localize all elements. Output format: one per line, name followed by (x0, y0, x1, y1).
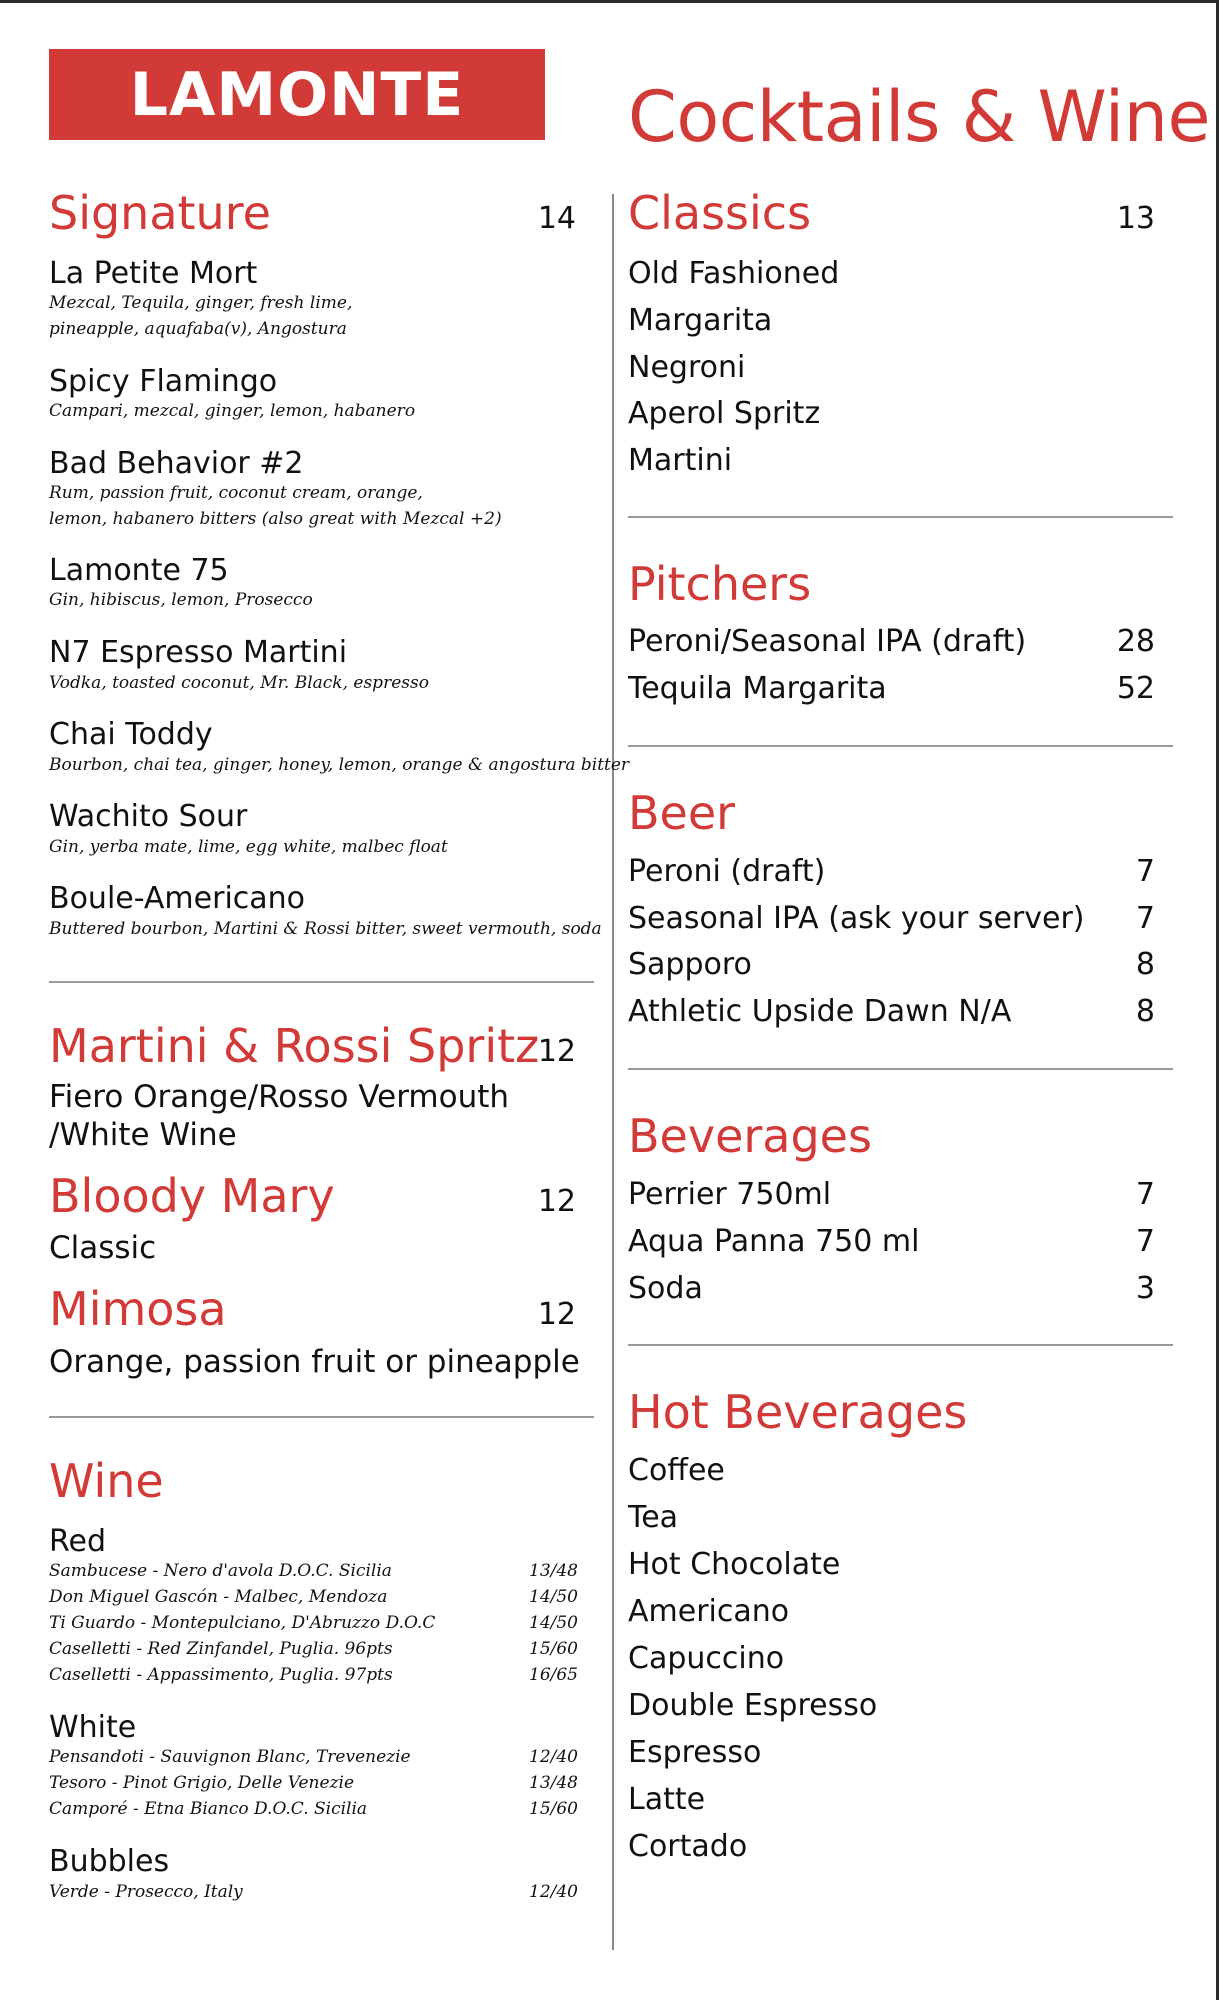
section-divider (628, 745, 1173, 747)
beverages-item: Perrier 750ml (628, 1177, 832, 1212)
menu-item-name: La Petite Mort (49, 256, 258, 291)
pitchers-heading: Pitchers (628, 557, 812, 611)
classics-item: Old Fashioned (628, 256, 840, 291)
menu-item-desc: lemon, habanero bitters (also great with Mezcal +2) (49, 509, 502, 529)
wine-price: 12/40 (529, 1882, 578, 1902)
wine-heading: Wine (49, 1454, 164, 1508)
brand-name: LAMONTE (129, 59, 465, 130)
hot-beverages-item: Hot Chocolate (628, 1547, 841, 1582)
wine-item: Tesoro - Pinot Grigio, Delle Venezie (49, 1773, 355, 1793)
brand-logo (49, 49, 545, 140)
beer-price: 8 (1135, 947, 1155, 982)
page-title: Cocktails & Wine (628, 76, 1211, 158)
classics-item: Martini (628, 443, 733, 478)
spritz-desc: Fiero Orange/Rosso Vermouth (49, 1079, 510, 1115)
menu-item-desc: Campari, mezcal, ginger, lemon, habanero (49, 401, 416, 421)
menu-item-name: Wachito Sour (49, 799, 248, 834)
wine-group-bubbles: Bubbles (49, 1844, 170, 1879)
menu-item-name: N7 Espresso Martini (49, 635, 348, 670)
signature-heading: Signature (49, 186, 271, 240)
classics-price: 13 (1116, 201, 1155, 236)
wine-price: 13/48 (529, 1561, 578, 1581)
bloody-mary-heading: Bloody Mary (49, 1169, 335, 1223)
menu-item-desc: pineapple, aquafaba(v), Angostura (49, 319, 347, 339)
classics-item: Margarita (628, 303, 773, 338)
section-divider (49, 981, 594, 983)
wine-price: 15/60 (529, 1639, 578, 1659)
wine-group-white: White (49, 1710, 137, 1745)
section-divider (49, 1416, 594, 1418)
menu-item-name: Chai Toddy (49, 717, 213, 752)
beverages-item: Aqua Panna 750 ml (628, 1224, 920, 1259)
hot-beverages-item: Espresso (628, 1735, 762, 1770)
classics-heading: Classics (628, 186, 812, 240)
menu-item-name: Spicy Flamingo (49, 364, 278, 399)
beverages-heading: Beverages (628, 1109, 872, 1163)
section-divider (628, 516, 1173, 518)
spritz-price: 12 (537, 1034, 576, 1069)
hot-beverages-item: Coffee (628, 1453, 725, 1488)
pitchers-item: Peroni/Seasonal IPA (draft) (628, 624, 1027, 659)
beverages-price: 3 (1135, 1271, 1155, 1306)
spritz-heading: Martini & Rossi Spritz (49, 1019, 540, 1073)
wine-price: 14/50 (529, 1587, 578, 1607)
hot-beverages-item: Cortado (628, 1829, 748, 1864)
beverages-price: 7 (1135, 1177, 1155, 1212)
wine-group-red: Red (49, 1524, 106, 1559)
hot-beverages-item: Latte (628, 1782, 706, 1817)
wine-item: Caselletti - Appassimento, Puglia. 97pts (49, 1665, 393, 1685)
wine-item: Pensandoti - Sauvignon Blanc, Trevenezie (49, 1747, 411, 1767)
beer-item: Seasonal IPA (ask your server) (628, 901, 1085, 936)
menu-item-desc: Gin, yerba mate, lime, egg white, malbec float (49, 837, 448, 857)
classics-item: Aperol Spritz (628, 396, 821, 431)
menu-item-desc: Gin, hibiscus, lemon, Prosecco (49, 590, 313, 610)
menu-item-desc: Vodka, toasted coconut, Mr. Black, espresso (49, 673, 429, 693)
section-divider (628, 1344, 1173, 1346)
bloody-mary-price: 12 (537, 1184, 576, 1219)
pitchers-item: Tequila Margarita (628, 671, 887, 706)
beverages-price: 7 (1135, 1224, 1155, 1259)
mimosa-heading: Mimosa (49, 1282, 227, 1336)
hot-beverages-heading: Hot Beverages (628, 1385, 968, 1439)
menu-item-name: Lamonte 75 (49, 553, 229, 588)
mimosa-desc: Orange, passion fruit or pineapple (49, 1344, 580, 1380)
menu-item-desc: Rum, passion fruit, coconut cream, orange, (49, 483, 423, 503)
menu-item-desc: Bourbon, chai tea, ginger, honey, lemon, orange & angostura bitter (49, 755, 630, 775)
menu-item-name: Boule-Americano (49, 881, 306, 916)
menu-item-desc: Mezcal, Tequila, ginger, fresh lime, (49, 293, 353, 313)
beverages-item: Soda (628, 1271, 703, 1306)
wine-price: 14/50 (529, 1613, 578, 1633)
wine-item: Camporé - Etna Bianco D.O.C. Sicilia (49, 1799, 368, 1819)
hot-beverages-item: Americano (628, 1594, 790, 1629)
mimosa-price: 12 (537, 1297, 576, 1332)
hot-beverages-item: Tea (628, 1500, 679, 1535)
beer-price: 8 (1135, 994, 1155, 1029)
wine-price: 13/48 (529, 1773, 578, 1793)
beer-item: Athletic Upside Dawn N/A (628, 994, 1012, 1029)
hot-beverages-item: Double Espresso (628, 1688, 878, 1723)
beer-item: Peroni (draft) (628, 854, 826, 889)
wine-item: Caselletti - Red Zinfandel, Puglia. 96pts (49, 1639, 393, 1659)
wine-price: 15/60 (529, 1799, 578, 1819)
beer-price: 7 (1135, 854, 1155, 889)
wine-item: Don Miguel Gascón - Malbec, Mendoza (49, 1587, 388, 1607)
signature-price: 14 (537, 201, 576, 236)
wine-price: 16/65 (529, 1665, 578, 1685)
wine-item: Verde - Prosecco, Italy (49, 1882, 243, 1902)
menu-item-name: Bad Behavior #2 (49, 446, 304, 481)
bloody-mary-desc: Classic (49, 1230, 157, 1266)
beer-heading: Beer (628, 786, 736, 840)
spritz-desc: /White Wine (49, 1117, 237, 1153)
beer-price: 7 (1135, 901, 1155, 936)
wine-item: Ti Guardo - Montepulciano, D'Abruzzo D.O.C (49, 1613, 436, 1633)
wine-price: 12/40 (529, 1747, 578, 1767)
classics-item: Negroni (628, 350, 746, 385)
hot-beverages-item: Capuccino (628, 1641, 785, 1676)
section-divider (628, 1068, 1173, 1070)
menu-item-desc: Buttered bourbon, Martini & Rossi bitter, sweet vermouth, soda (49, 919, 602, 939)
pitchers-price: 52 (1116, 671, 1155, 706)
pitchers-price: 28 (1116, 624, 1155, 659)
wine-item: Sambucese - Nero d'avola D.O.C. Sicilia (49, 1561, 392, 1581)
column-divider (612, 194, 614, 1950)
beer-item: Sapporo (628, 947, 752, 982)
